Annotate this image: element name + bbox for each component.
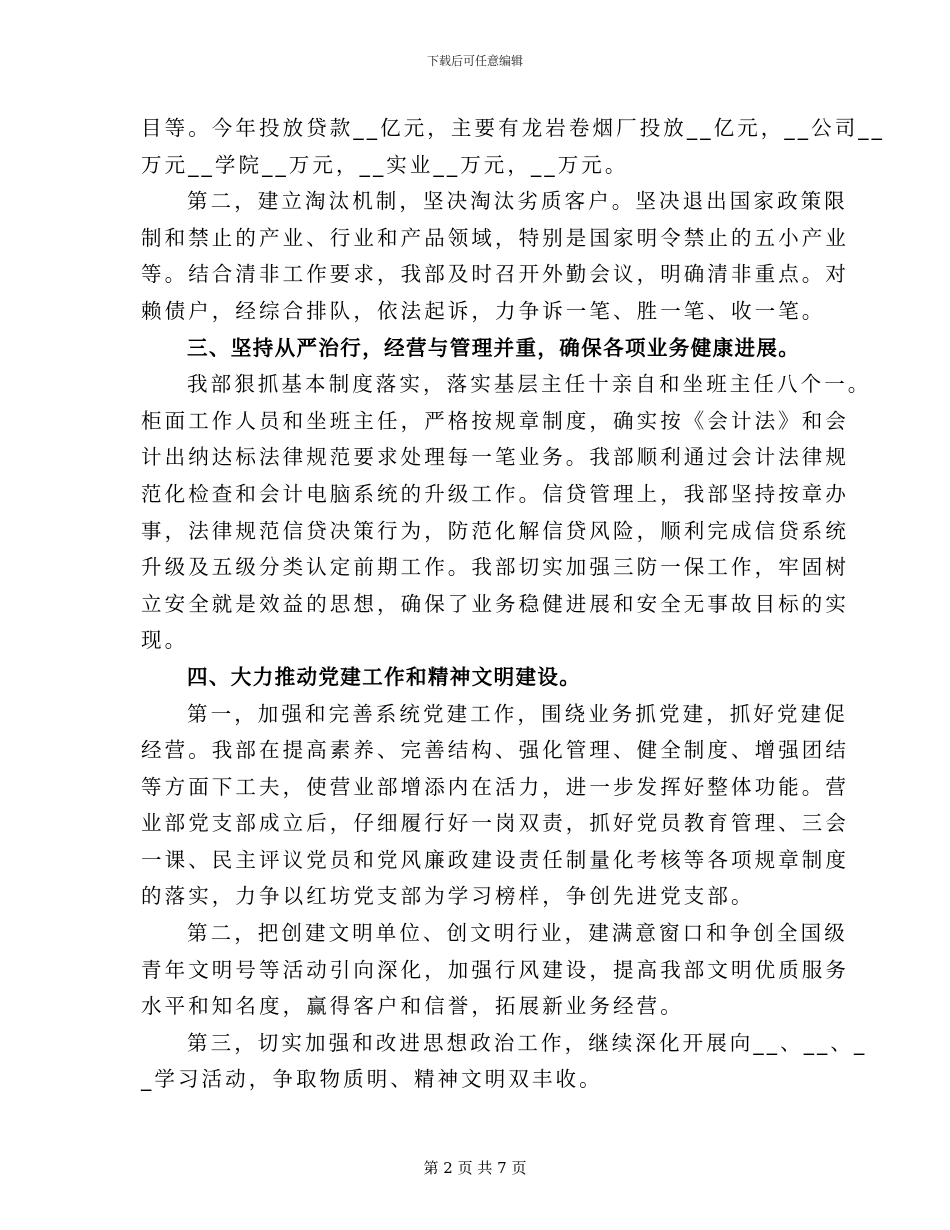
paragraph-line: 范化检查和会计电脑系统的升级工作。信贷管理上，我部坚持按章办 — [141, 481, 849, 506]
page-number: 第 2 页 共 7 页 — [423, 1159, 527, 1177]
paragraph-line: _学习活动，争取物质明、精神文明双丰收。 — [141, 1067, 603, 1092]
section-heading: 四、大力推动党建工作和精神文明建设。 — [187, 664, 582, 689]
paragraph-line: 现。 — [141, 628, 189, 653]
paragraph-line: 万元__学院__万元，__实业__万元，__万元。 — [141, 152, 629, 177]
page-header: 下载后可任意编辑 — [426, 54, 523, 68]
paragraph-line: 我部狠抓基本制度落实，落实基层主任十亲自和坐班主任八个一。 — [187, 372, 872, 397]
paragraph-line: 一课、民主评议党员和党风廉政建设责任制量化考核等各项规章制度 — [141, 847, 849, 872]
paragraph-line: 柜面工作人员和坐班主任，严格按规章制度，确实按《会计法》和会 — [141, 408, 849, 433]
paragraph-line: 事，法律规范信贷决策行为，防范化解信贷风险，顺利完成信贷系统 — [141, 518, 849, 543]
document-body — [141, 110, 885, 1098]
paragraph-line: 制和禁止的产业、行业和产品领域，特别是国家明令禁止的五小产业 — [141, 225, 849, 250]
paragraph-line: 青年文明号等活动引向深化，加强行风建设，提高我部文明优质服务 — [141, 957, 849, 982]
paragraph-line: 水平和知名度，赢得客户和信誉，拓展新业务经营。 — [141, 994, 684, 1019]
paragraph-line: 第二，把创建文明单位、创文明行业，建满意窗口和争创全国级 — [187, 921, 848, 946]
paragraph-line: 经营。我部在提高素养、完善结构、强化管理、健全制度、增强团结 — [141, 738, 849, 763]
section-heading: 三、坚持从严治行，经营与管理并重，确保各项业务健康进展。 — [187, 335, 801, 360]
paragraph-line: 第二，建立淘汰机制，坚决淘汰劣质客户。坚决退出国家政策限 — [187, 189, 848, 214]
paragraph-line: 等方面下工夫，使营业部增添内在活力，进一步发挥好整体功能。营 — [141, 774, 849, 799]
paragraph-line: 的落实，力争以红坊党支部为学习榜样，争创先进党支部。 — [141, 884, 755, 909]
paragraph-line: 业部党支部成立后，仔细履行好一岗双责，抓好党员教育管理、三会 — [141, 811, 849, 836]
paragraph-line: 计出纳达标法律规范要求处理每一笔业务。我部顺利通过会计法律规 — [141, 445, 849, 470]
paragraph-line: 赖债户，经综合排队，依法起诉，力争诉一笔、胜一笔、收一笔。 — [141, 298, 826, 323]
paragraph-line: 目等。今年投放贷款__亿元，主要有龙岩卷烟厂投放__亿元，__公司__ — [141, 116, 885, 140]
paragraph-line: 等。结合清非工作要求，我部及时召开外勤会议，明确清非重点。对 — [141, 262, 849, 287]
paragraph-line: 第三，切实加强和改进思想政治工作，继续深化开展向__、__、_ — [187, 1030, 868, 1055]
paragraph-line: 立安全就是效益的思想，确保了业务稳健进展和安全无事故目标的实 — [141, 591, 849, 616]
paragraph-line: 第一，加强和完善系统党建工作，围绕业务抓党建，抓好党建促 — [187, 701, 848, 726]
paragraph-line: 升级及五级分类认定前期工作。我部切实加强三防一保工作，牢固树 — [141, 555, 849, 580]
